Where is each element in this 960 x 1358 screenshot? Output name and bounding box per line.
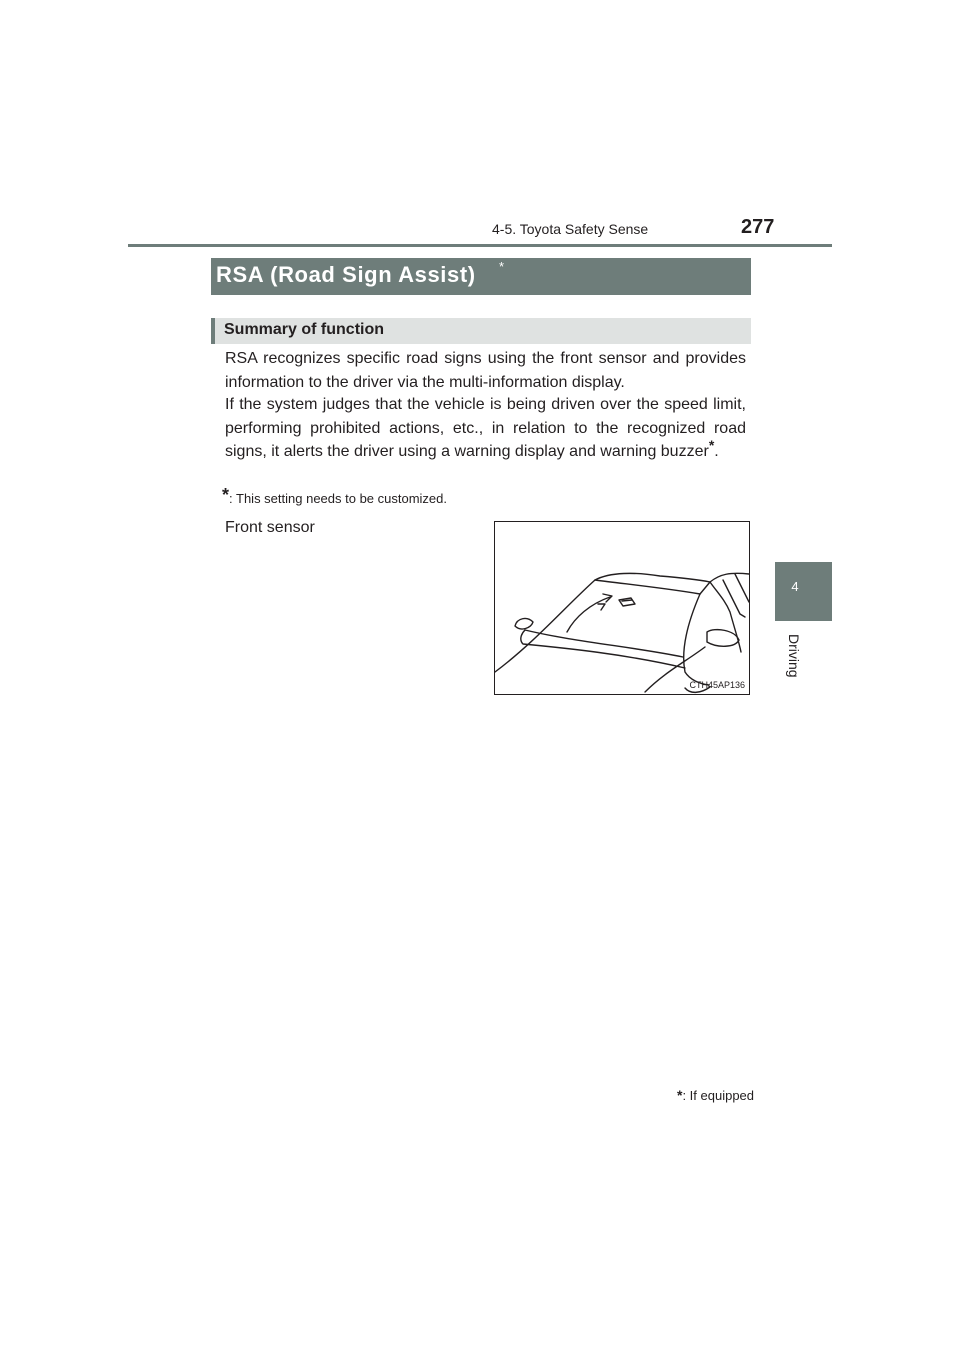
figure-label: Front sensor (225, 519, 315, 536)
windshield-drawing (495, 522, 749, 694)
note-text: : This setting needs to be customized. (229, 491, 448, 506)
if-equipped-asterisk: * (499, 259, 505, 274)
subheading-bar (211, 318, 751, 344)
subheading-accent (211, 318, 215, 344)
page-number: 277 (741, 216, 775, 238)
running-header-section: 4-5. Toyota Safety Sense (492, 221, 649, 237)
customize-asterisk: * (708, 437, 715, 453)
paragraph-summary (225, 347, 746, 394)
paragraph-alert-end: . (714, 443, 719, 460)
chapter-number: 4 (791, 579, 799, 594)
subheading-title: Summary of function (224, 321, 385, 338)
footnote-text: : If equipped (682, 1088, 755, 1103)
paragraph-alert-text: If the system judges that the vehicle is being driven over the speed limit, performing prohibited actions, etc., in relation to the recognized road signs, it alerts the driver using a warning display and warning buzzer (225, 396, 746, 460)
figure-code: CTH45AP136 (689, 680, 745, 690)
customize-note (222, 487, 447, 508)
front-sensor-illustration (494, 521, 750, 695)
section-title-bar (211, 258, 751, 295)
if-equipped-footnote (677, 1087, 754, 1103)
paragraph-alert (225, 393, 746, 464)
chapter-tab (775, 562, 832, 621)
footnote-asterisk: * (677, 1087, 683, 1103)
chapter-label (774, 634, 814, 694)
header-divider (128, 244, 832, 247)
paragraph-summary-text: RSA recognizes specific road signs using the front sensor and provides information to the driver via the multi-information display. (225, 350, 746, 391)
chapter-label-text: Driving (786, 634, 802, 678)
note-asterisk: * (222, 485, 230, 505)
section-title: RSA (Road Sign Assist) (216, 262, 476, 287)
